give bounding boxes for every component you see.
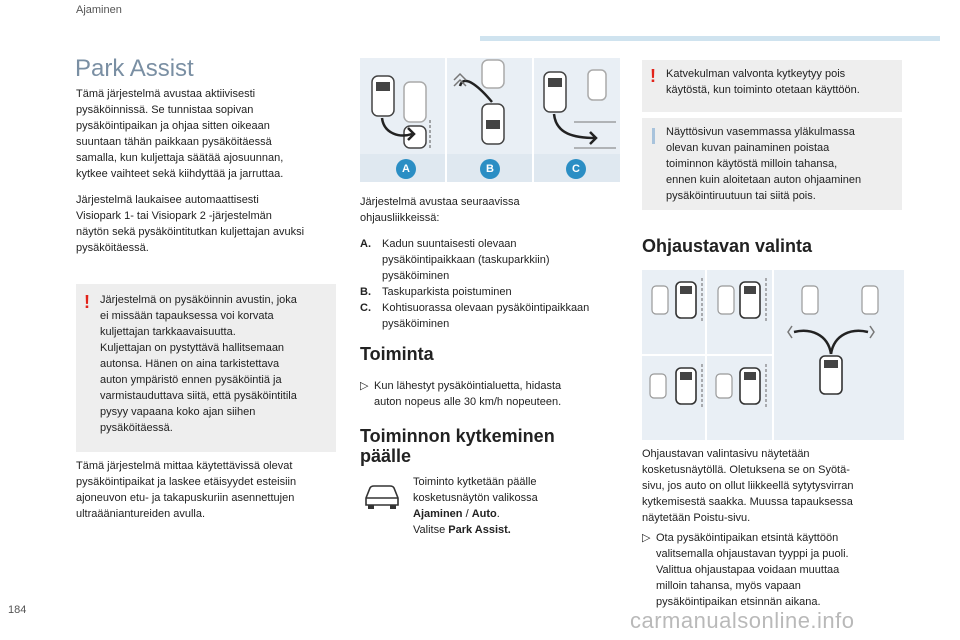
text-line: Kadun suuntaisesti olevaan [382,238,517,250]
heading-kytkeminen [360,426,555,466]
watermark: carmanualsonline.info [630,608,855,633]
text-line: Tämä järjestelmä mittaa käytettävissä olevat [76,460,293,472]
manoeuvre-diagram [360,58,620,182]
text-line: pysäköintipaikat ja laskee etäisyydet esteisiin [76,476,297,488]
period: . [496,508,500,520]
header-bar [480,36,940,41]
text-line: kytkee vaihteet sekä kiihdyttää ja jarruttaa. [76,168,284,180]
text-line: Katvekulman valvonta kytkeytyy pois [666,68,846,80]
diagram-label-c: C [566,159,586,179]
text-line: olevan kuvan painaminen poistaa [666,142,830,154]
text-line: suuntaan tähän paikkaan pysäköitäessä [76,136,272,148]
text-line: pysäköintipaikan etsinnän aikana. [656,596,821,608]
text-line [413,506,623,522]
text-line: pysäköiminen [382,318,450,330]
select-label: Valitse [413,524,449,536]
bullet-icon: ▷ [642,532,651,544]
text-line: ei missään tapauksessa voi korvata [100,310,274,322]
text-line: toiminnon käytöstä milloin tahansa, [666,158,838,170]
list-letter: C. [360,302,371,314]
section-label: Ajaminen [76,4,122,16]
menu-auto: Auto [471,508,497,520]
warning-box [76,284,336,452]
list-text [382,300,589,332]
text-line: auton nopeus alle 30 km/h nopeuteen. [374,396,562,408]
diagram-label-a: A [396,159,416,179]
text-line: Ohjaustavan valintasivu näytetään [642,448,810,460]
text-line: päälle [360,446,412,466]
text-line: Järjestelmä laukaisee automaattisesti [76,194,259,206]
text-line: Toiminnon kytkeminen [360,426,555,446]
text-line: pysäköitäessä. [76,242,149,254]
text-line: pysäköiminen [382,270,450,282]
text-line: kosketusnäytön valikossa [413,492,538,504]
selection-bullet [642,530,904,610]
mode-selection-diagram [642,270,904,440]
bullet-text [374,378,561,410]
activation-text [413,474,623,538]
text-line: samalla, kun kuljettaja säätää ajosuunnan, [76,152,284,164]
text-line: kosketusnäytöllä. Oletuksena se on Syötä- [642,464,850,476]
car-icon [362,478,402,512]
text-line: Järjestelmä on pysäköinnin avustin, joka [100,294,297,306]
text-line: näytetään Poistu-sivu. [642,512,751,524]
text-line: ohjausliikkeissä: [360,212,440,224]
list-item [360,300,624,332]
text-line: pysäköinnissä. Se tunnistaa sopivan [76,104,254,116]
text-line: milloin tahansa, myös vapaan [656,580,801,592]
selection-paragraph [642,446,904,526]
list-text: Taskuparkista poistuminen [382,286,512,298]
manoeuvre-list [360,236,624,332]
heading-ohjaustavan: Ohjaustavan valinta [642,236,813,256]
text-line: pysyy vapaana koko ajan siihen [100,406,256,418]
menu-park-assist: Park Assist. [448,524,511,536]
diagram-label-b: B [480,159,500,179]
text-line: Näyttösivun vasemmassa yläkulmassa [666,126,855,138]
mode-selection-svg [642,270,904,440]
text-line: kytkemisestä saakka. Muussa tapauksessa [642,496,853,508]
text-line: pysäköitäessä. [100,422,173,434]
list-item [360,284,624,300]
info-box [642,118,902,210]
bullet-icon: ▷ [360,380,369,392]
list-letter: B. [360,286,371,298]
bullet-text [656,530,849,610]
separator: / [462,508,472,520]
warning-box-blindspot [642,60,902,112]
text-line: varmistauduttava siitä, että pysäköintitila [100,390,297,402]
text-line: ultraääniantureiden avulla. [76,508,206,520]
text-line: Toiminto kytketään päälle [413,476,537,488]
intro-paragraph [76,86,346,182]
toiminta-bullet [360,378,624,410]
text-line: autonsa. Hänen on aina tarkistettava [100,358,280,370]
text-line: pysäköintipaikkaan (taskuparkkiin) [382,254,550,266]
text-line: Ota pysäköintipaikan etsintä käyttöön [656,532,839,544]
page-number: 184 [8,604,27,616]
text-line: pysäköintipaikan ja ohjaa sitten oikeaan [76,120,270,132]
text-line: näytön sekä pysäköintitutkan kuljettajan avuksi [76,226,305,238]
warning-icon: ! [650,66,656,86]
page-title: Park Assist [75,55,194,82]
text-line [413,522,623,538]
warning-icon: ! [84,292,90,312]
menu-ajaminen: Ajaminen [413,508,463,520]
text-line: Tämä järjestelmä avustaa aktiivisesti [76,88,256,100]
info-icon [652,128,655,144]
text-line: pysäköintiruutuun tai siitä pois. [666,190,816,202]
text-line: ennen kuin aloitetaan auton ohjaaminen [666,174,862,186]
warning-text [100,292,332,436]
heading-toiminta: Toiminta [360,344,434,364]
text-line: Kun lähestyt pysäköintialuetta, hidasta [374,380,562,392]
text-line: sivu, jos auto on ollut liikkeellä sytytysvirran [642,480,854,492]
manoeuvres-intro [360,194,620,226]
text-line: auton ympäristö ennen pysäköintiä ja [100,374,282,386]
list-item [360,236,624,284]
text-line: Järjestelmä avustaa seuraavissa [360,196,520,208]
sensor-paragraph [76,458,346,522]
text-line: käytöstä, kun toiminto otetaan käyttöön. [666,84,860,96]
text-line: kuljettajan tarkkaavaisuutta. [100,326,236,338]
text-line: Valittua ohjaustapaa voidaan muuttaa [656,564,840,576]
text-line: Visiopark 1- tai Visiopark 2 -järjestelmän [76,210,272,222]
text-line: Kohtisuorassa olevaan pysäköintipaikkaan [382,302,590,314]
list-text [382,236,550,284]
trigger-paragraph [76,192,346,256]
warning-text [666,66,898,98]
info-text [666,124,898,204]
list-letter: A. [360,238,371,250]
text-line: ajoneuvon etu- ja takapuskuriin asennettujen [76,492,295,504]
text-line: Kuljettajan on pystyttävä hallitsemaan [100,342,285,354]
text-line: valitsemalla ohjaustavan tyyppi ja puoli. [656,548,849,560]
